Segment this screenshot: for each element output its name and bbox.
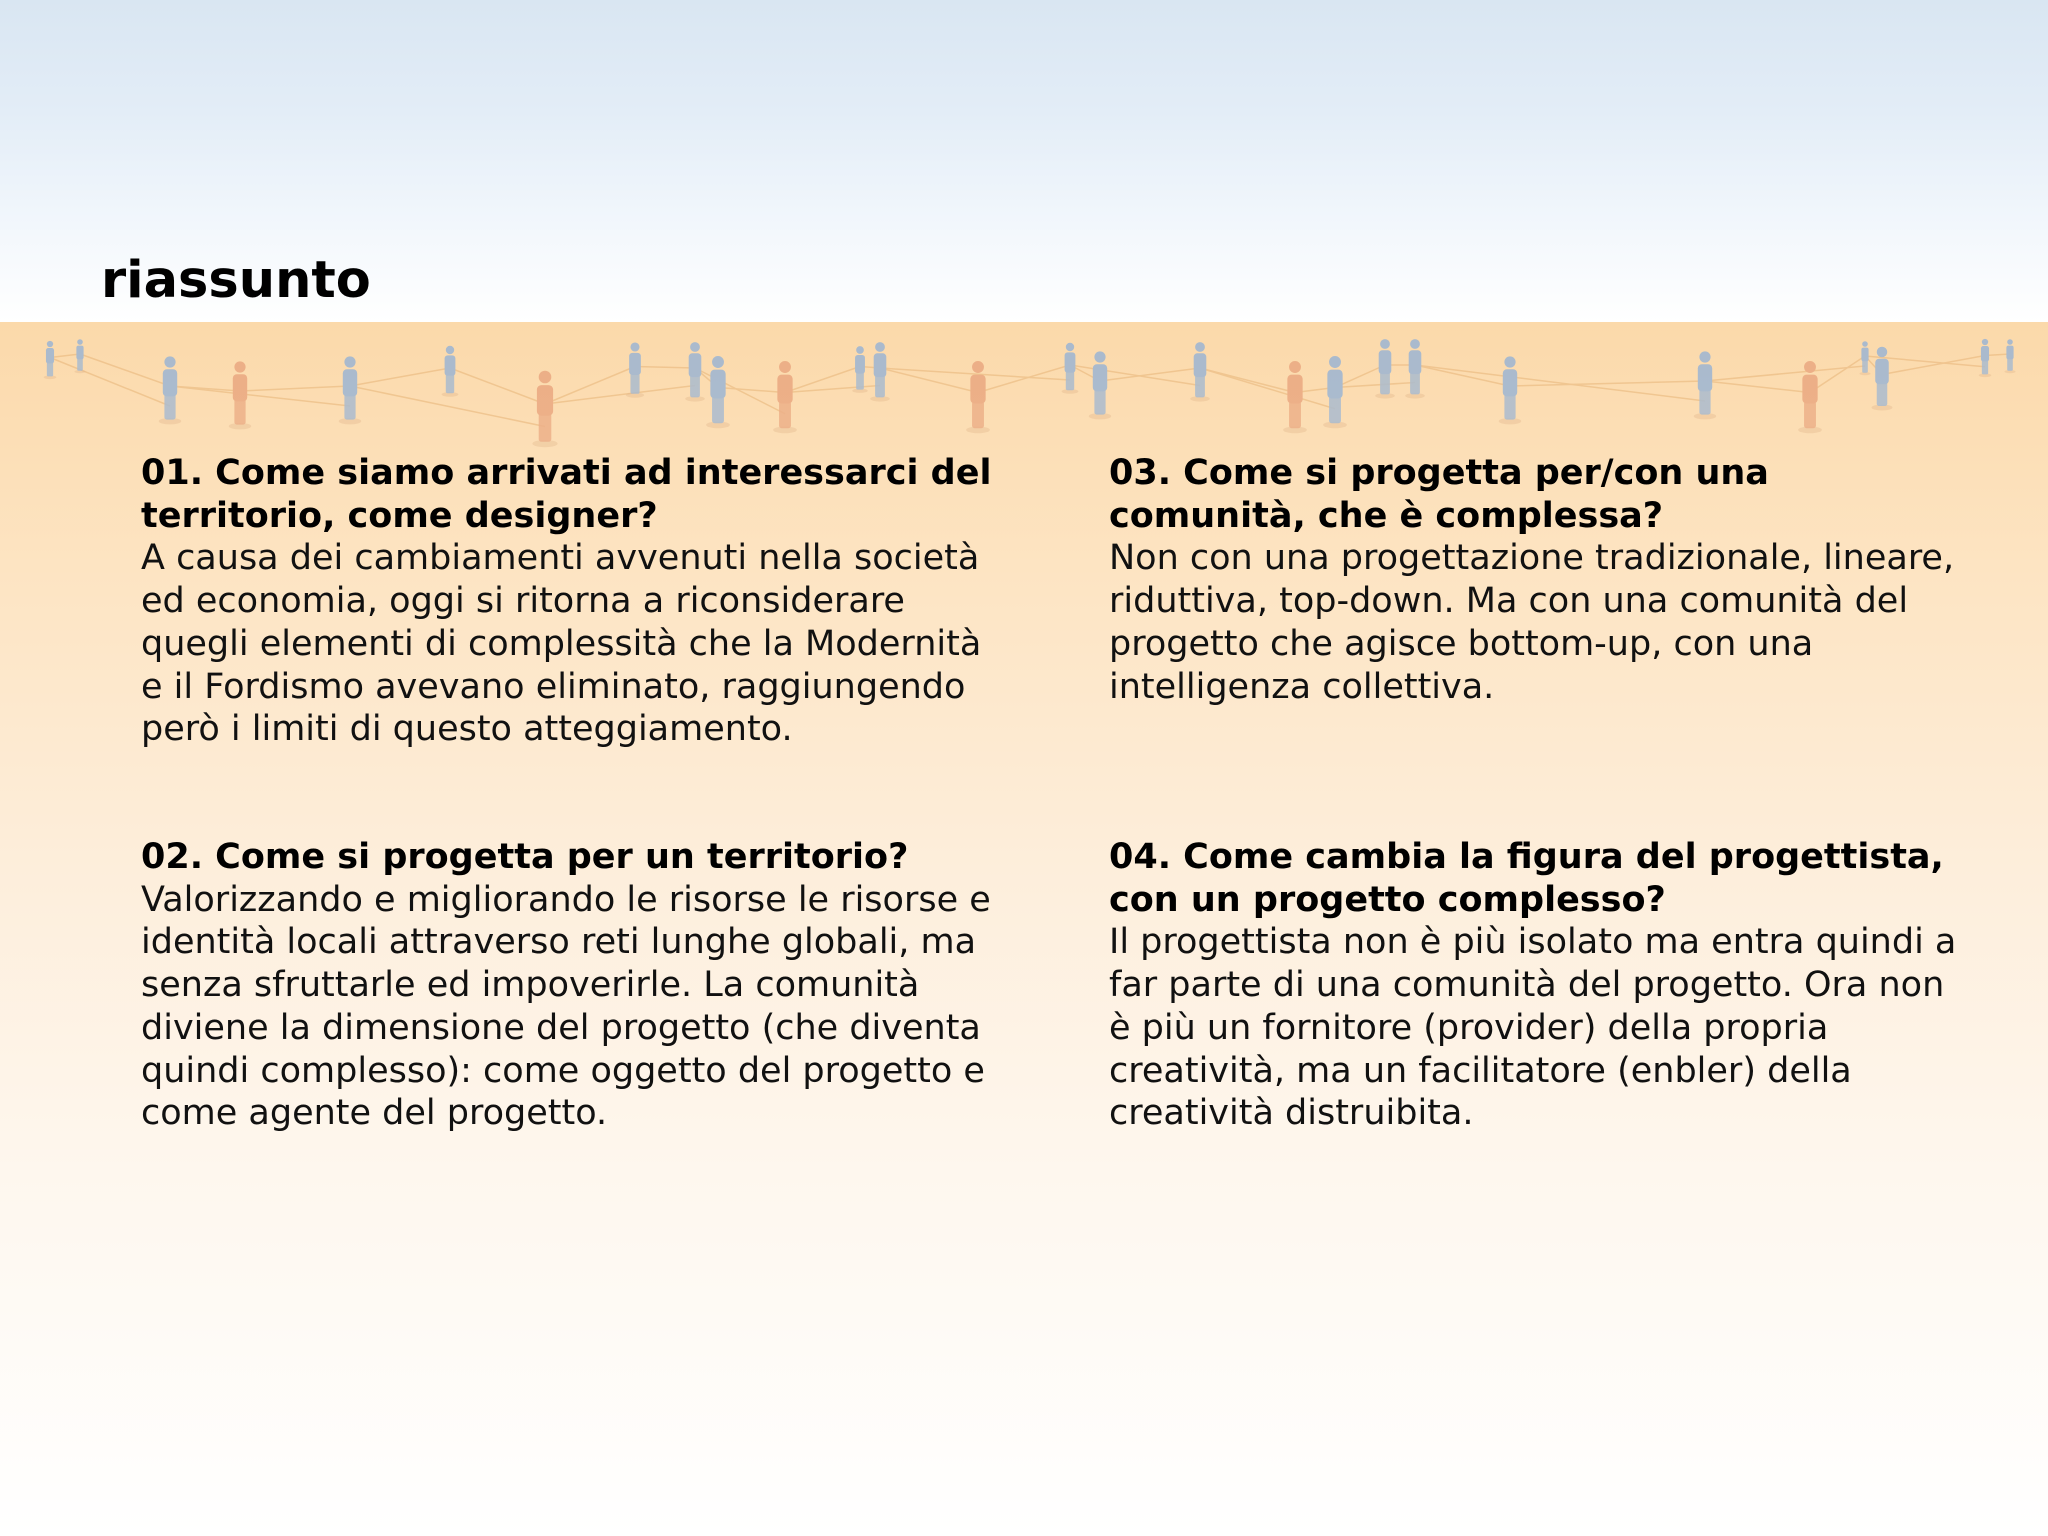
network-line xyxy=(1200,368,1335,409)
qa-item-04 xyxy=(1109,836,1969,1135)
question-03: 03. Come si progetta per/con una comunità, che è complessa? xyxy=(1109,453,1769,536)
network-line xyxy=(80,354,170,386)
question-01: 01. Come siamo arrivati ad interessarci del territorio, come designer? xyxy=(141,453,992,536)
network-line xyxy=(1810,356,1865,393)
qa-item-02 xyxy=(141,836,1001,1135)
person-figure-icon xyxy=(339,356,361,424)
network-line xyxy=(240,386,350,391)
qa-item-01 xyxy=(141,452,1001,751)
person-figure-icon xyxy=(1190,342,1210,402)
person-figure-icon xyxy=(159,356,181,424)
network-line xyxy=(1415,365,1705,401)
person-figure-icon xyxy=(1283,361,1307,433)
person-figure-icon xyxy=(2004,339,2015,373)
network-line xyxy=(350,368,450,386)
person-figure-icon xyxy=(773,361,797,433)
network-line xyxy=(1335,383,1415,388)
person-figure-icon xyxy=(1499,356,1521,424)
network-line xyxy=(1100,368,1200,381)
network-line xyxy=(170,386,350,406)
person-figure-icon xyxy=(966,361,990,433)
answer-02: Valorizzando e migliorando le risorse le risorse e identità locali attraverso reti lunghe globali, ma senza sfruttarle ed impoverirle. La comunità diviene la dimensione del progetto (che diventa quindi complesso): come oggetto del progetto e come agente del progetto. xyxy=(141,879,991,1134)
person-figure-icon xyxy=(1979,339,1992,377)
answer-03: Non con una progettazione tradizionale, lineare, riduttiva, top-down. Ma con una comunità del progetto che agisce bottom-up, con una intelligenza collettiva. xyxy=(1109,538,1955,707)
network-line xyxy=(450,368,545,404)
person-figure-icon xyxy=(442,346,459,397)
question-02: 02. Come si progetta per un territorio? xyxy=(141,837,909,877)
person-figure-icon xyxy=(626,342,644,397)
network-line xyxy=(50,354,80,358)
person-figure-icon xyxy=(532,371,557,448)
network-line xyxy=(1705,381,1810,393)
answer-04: Il progettista non è più isolato ma entra quindi a far parte di una comunità del progetto. Ora non è più un fornitore (provider) della propria creatività, ma un facilitatore (enbler) della creatività distruibita. xyxy=(1109,922,1957,1134)
person-figure-icon xyxy=(1405,339,1425,399)
person-figure-icon xyxy=(706,356,730,428)
network-line xyxy=(1705,366,1865,381)
network-line xyxy=(718,388,785,393)
person-figure-icon xyxy=(1089,351,1111,419)
person-figure-icon xyxy=(1694,351,1716,419)
person-figure-icon xyxy=(1323,356,1347,428)
network-line xyxy=(1510,381,1705,386)
answer-01: A causa dei cambiamenti avvenuti nella società ed economia, oggi si ritorna a riconsiderare quegli elementi di complessità che la Modernità e il Fordismo avevano eliminato, raggiungendo però i limiti di questo atteggiamento. xyxy=(141,538,982,750)
qa-item-03 xyxy=(1109,452,1969,708)
network-line xyxy=(785,367,860,393)
network-line xyxy=(635,367,695,369)
person-figure-icon xyxy=(870,342,890,402)
question-04: 04. Come cambia la figura del progettista, con un progetto complesso? xyxy=(1109,837,1944,920)
slide-title: riassunto xyxy=(101,251,371,310)
